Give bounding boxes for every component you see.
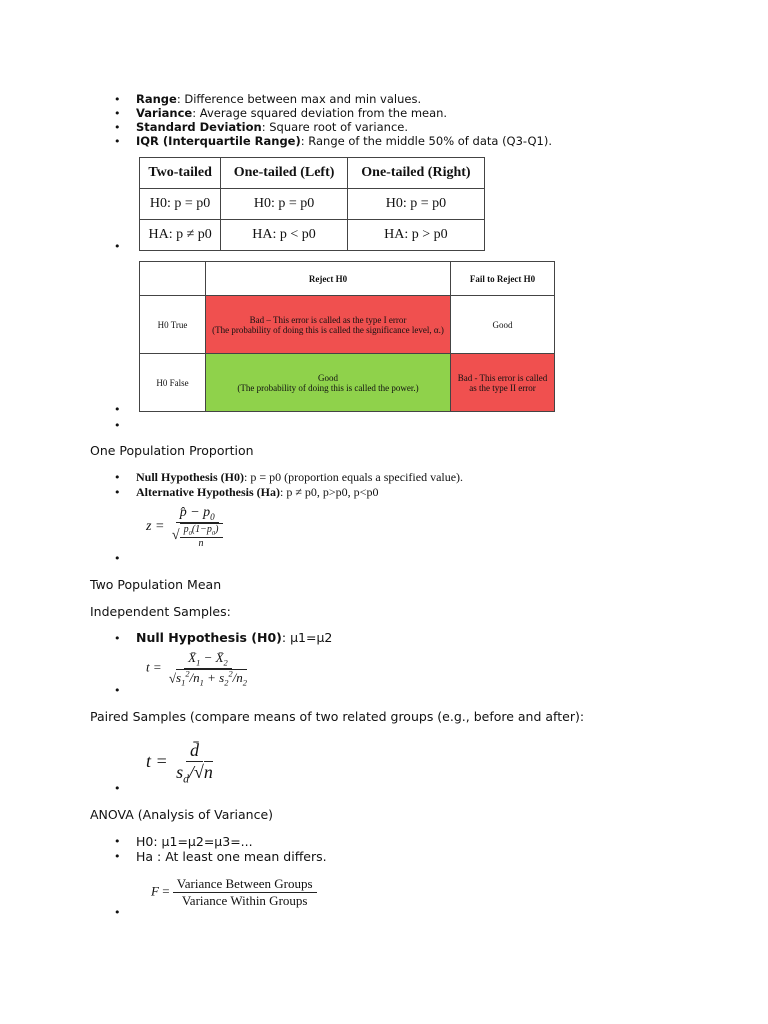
t-formula-independent: t = $\frac{X̄_1 - X̄_2}{√s_1^2/n_1 + s_2^2/n_2}$ xyxy=(146,650,247,688)
alt-desc: : p ≠ p0, p>p0, p<p0 xyxy=(279,485,379,499)
bullet: • xyxy=(114,782,121,795)
term-variance: Variance xyxy=(136,106,193,120)
power-line1: Good xyxy=(318,372,338,383)
term-range: Range xyxy=(136,92,177,106)
bullet: • xyxy=(114,93,121,106)
list-item xyxy=(136,630,332,645)
good-cell: Good xyxy=(451,296,555,354)
cell-alt: HA: p < p0 xyxy=(221,220,348,251)
row-h0-false: H0 False xyxy=(140,354,206,412)
term-desc: : Difference between max and min values. xyxy=(176,92,422,106)
type2-line2: as the type II error xyxy=(469,382,536,393)
heading-independent: Independent Samples: xyxy=(90,604,231,619)
cell-null: H0: p = p0 xyxy=(347,189,484,220)
bullet: • xyxy=(114,552,121,565)
null-term: Null Hypothesis (H0) xyxy=(136,470,245,484)
cell-alt: HA: p ≠ p0 xyxy=(140,220,221,251)
term-iqr: IQR (Interquartile Range) xyxy=(136,134,301,148)
cell-alt: HA: p > p0 xyxy=(347,220,484,251)
header-reject: Reject H0 xyxy=(206,262,451,296)
corner-cell xyxy=(140,262,206,296)
bullet: • xyxy=(114,835,121,848)
row-h0-true: H0 True xyxy=(140,296,206,354)
cell-null: H0: p = p0 xyxy=(221,189,348,220)
power-line2: (The probability of doing this is called the power.) xyxy=(237,382,419,393)
bullet: • xyxy=(114,107,121,120)
list-item xyxy=(136,485,378,500)
heading-paired: Paired Samples (compare means of two related groups (e.g., before and after): xyxy=(90,709,585,724)
term-desc: : Square root of variance. xyxy=(261,120,408,134)
null-desc: : μ1=μ2 xyxy=(281,630,333,645)
power-cell xyxy=(206,354,451,412)
bullet: • xyxy=(114,240,121,253)
f-denominator: Variance Within Groups xyxy=(181,893,308,908)
anova-ha: Ha : At least one mean differs. xyxy=(136,849,327,864)
list-item xyxy=(136,120,408,134)
tail-table xyxy=(139,157,485,251)
null-term: Null Hypothesis (H0) xyxy=(136,630,282,645)
heading-one-pop: One Population Proportion xyxy=(90,443,254,458)
term-std-dev: Standard Deviation xyxy=(136,120,262,134)
alt-term: Alternative Hypothesis (Ha) xyxy=(136,485,280,499)
header-right: One-tailed (Right) xyxy=(347,158,484,189)
bullet: • xyxy=(114,486,121,499)
type1-line1: Bad – This error is called as the type I error xyxy=(249,314,407,325)
cell-null: H0: p = p0 xyxy=(140,189,221,220)
bullet: • xyxy=(114,419,121,432)
bullet: • xyxy=(114,684,121,697)
type1-line2: (The probability of doing this is called the significance level, α.) xyxy=(212,324,444,335)
bullet: • xyxy=(114,632,121,645)
bullet: • xyxy=(114,403,121,416)
anova-h0: H0: μ1=μ2=μ3=... xyxy=(136,834,253,849)
null-desc: : p = p0 (proportion equals a specified value). xyxy=(244,470,464,484)
bullet: • xyxy=(114,121,121,134)
term-desc: : Range of the middle 50% of data (Q3-Q1). xyxy=(300,134,553,148)
type2-line1: Bad - This error is called xyxy=(457,372,548,383)
list-item xyxy=(136,92,421,106)
header-fail: Fail to Reject H0 xyxy=(451,262,555,296)
bullet: • xyxy=(114,135,121,148)
bullet: • xyxy=(114,471,121,484)
list-item xyxy=(136,470,463,485)
type2-error-cell xyxy=(451,354,555,412)
header-two-tailed: Two-tailed xyxy=(140,158,221,189)
bullet: • xyxy=(114,850,121,863)
term-desc: : Average squared deviation from the mean. xyxy=(192,106,448,120)
error-table xyxy=(139,261,555,412)
type1-error-cell xyxy=(206,296,451,354)
heading-two-pop: Two Population Mean xyxy=(90,577,222,592)
bullet: • xyxy=(114,906,121,919)
list-item xyxy=(136,106,447,120)
t-formula-paired: t = $\frac{d̄}{s_d/√n}$ xyxy=(146,740,213,786)
z-formula: z = p̂ − $p_0$ √ $\frac{p_0(1-p_0)}{n}$ xyxy=(146,505,227,549)
f-formula: F = $\frac{\text{Variance Between Groups}}{\text{Variance Within Groups}}$ xyxy=(151,876,317,909)
header-left: One-tailed (Left) xyxy=(221,158,348,189)
f-numerator: Variance Between Groups xyxy=(173,876,317,893)
list-item xyxy=(136,134,552,148)
heading-anova: ANOVA (Analysis of Variance) xyxy=(90,807,274,822)
